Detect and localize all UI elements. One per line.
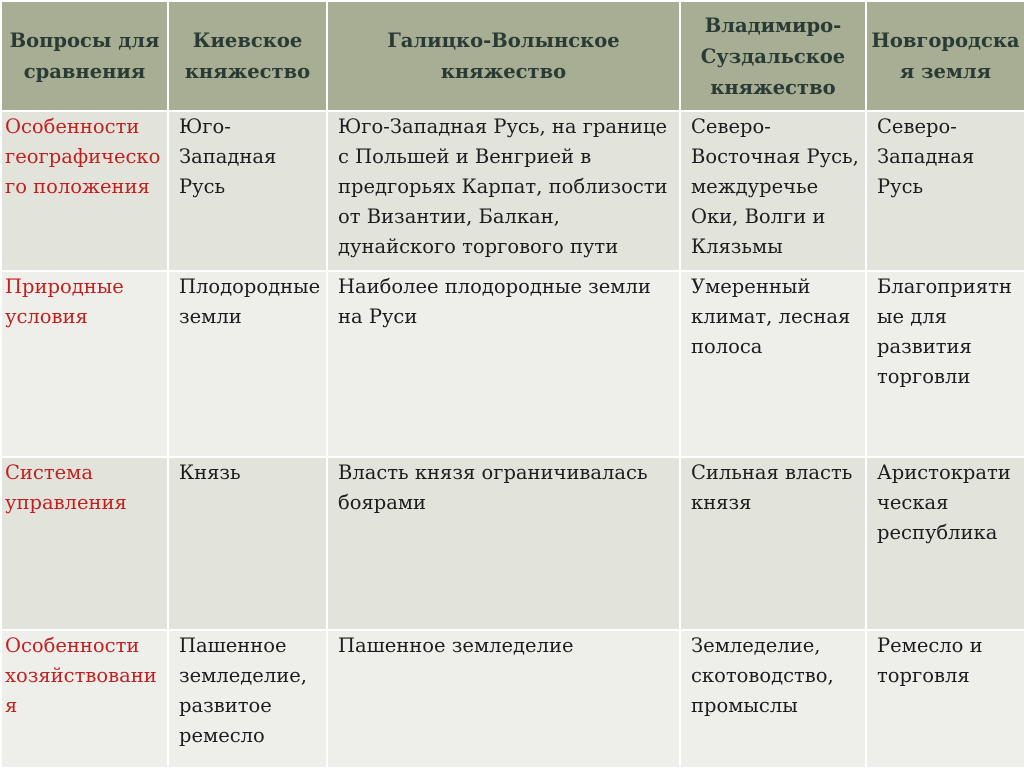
cell-novgorod: Благоприятные для развития торговли	[866, 271, 1024, 457]
row-question: Природные условия	[1, 271, 168, 457]
header-questions: Вопросы для сравнения	[1, 1, 168, 111]
table-row-government	[1, 457, 1024, 630]
row-question: Система управления	[1, 457, 168, 630]
cell-kiev: Юго-Западная Русь	[168, 111, 327, 271]
cell-galich-volyn: Власть князя ограничивалась боярами	[327, 457, 680, 630]
header-galich-volyn: Галицко-Волынское княжество	[327, 1, 680, 111]
cell-vladimir-suzdal: Земледелие, скотоводство, промыслы	[680, 630, 866, 768]
cell-novgorod: Аристократическая республика	[866, 457, 1024, 630]
table-row-nature	[1, 271, 1024, 457]
cell-kiev: Князь	[168, 457, 327, 630]
cell-novgorod: Ремесло и торговля	[866, 630, 1024, 768]
table-row-economy	[1, 630, 1024, 768]
header-kiev: Киевское княжество	[168, 1, 327, 111]
cell-galich-volyn: Юго-Западная Русь, на границе с Польшей и Венгрией в предгорьях Карпат, поблизости от Византии, Балкан, дунайского торгового пути	[327, 111, 680, 271]
cell-vladimir-suzdal: Северо-Восточная Русь, междуречье Оки, Волги и Клязьмы	[680, 111, 866, 271]
cell-novgorod: Северо-Западная Русь	[866, 111, 1024, 271]
row-question: Особенности хозяйствования	[1, 630, 168, 768]
table-row-geography	[1, 111, 1024, 271]
row-question: Особенности географического положения	[1, 111, 168, 271]
cell-vladimir-suzdal: Умеренный климат, лесная полоса	[680, 271, 866, 457]
header-row	[1, 1, 1024, 111]
cell-galich-volyn: Пашенное земледелие	[327, 630, 680, 768]
cell-galich-volyn: Наиболее плодородные земли на Руси	[327, 271, 680, 457]
header-vladimir-suzdal: Владимиро-Суздальское княжество	[680, 1, 866, 111]
cell-kiev: Пашенное земледелие, развитое ремесло	[168, 630, 327, 768]
cell-vladimir-suzdal: Сильная власть князя	[680, 457, 866, 630]
header-novgorod: Новгородская земля	[866, 1, 1024, 111]
cell-kiev: Плодородные земли	[168, 271, 327, 457]
